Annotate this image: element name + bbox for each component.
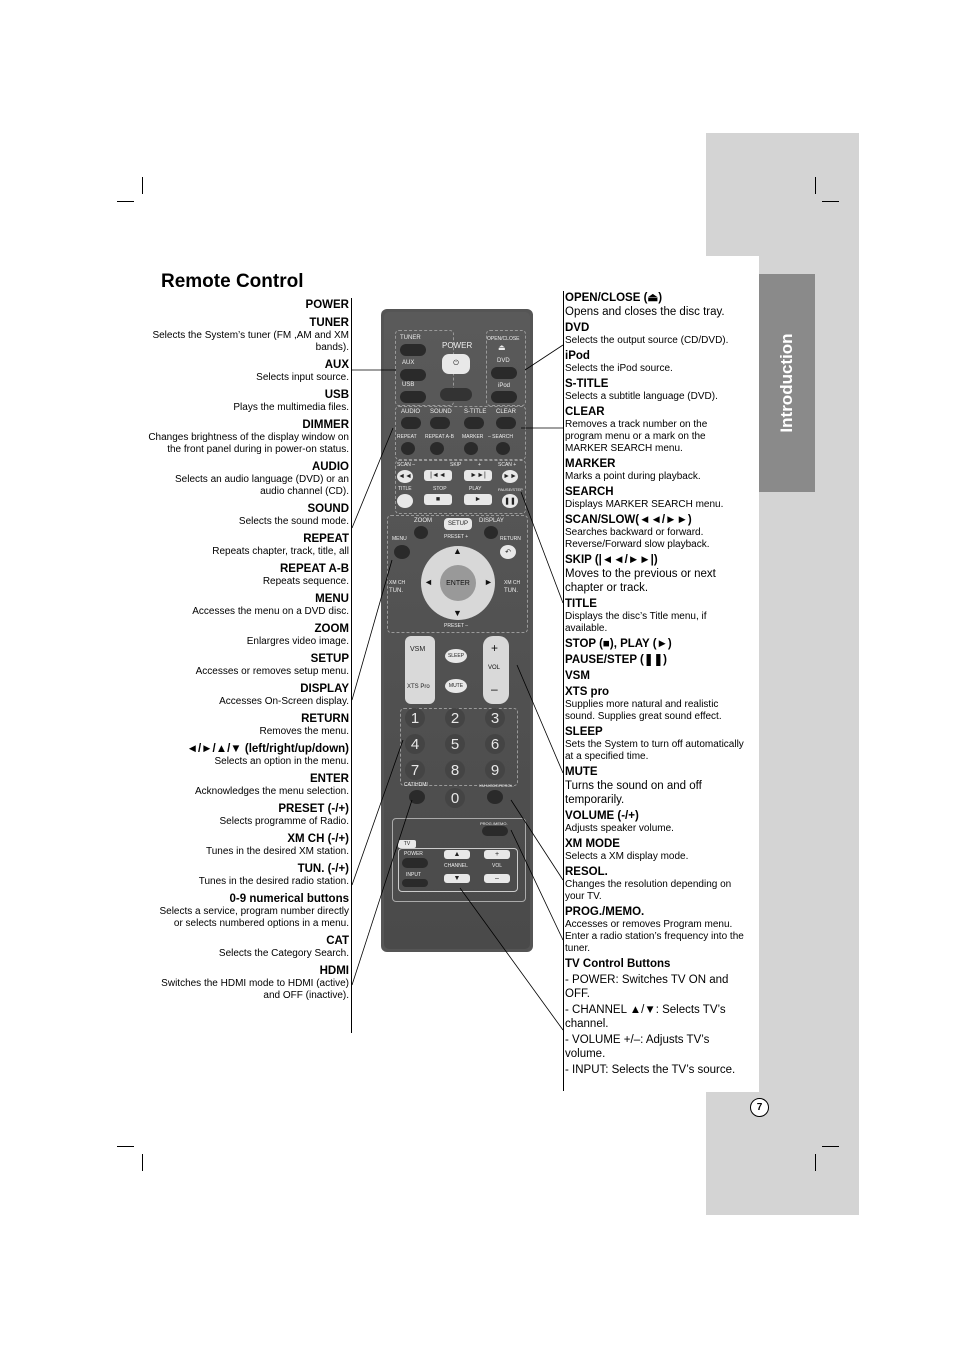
item-label: ZOOM bbox=[314, 623, 349, 635]
left-arrow-icon[interactable]: ◄ bbox=[424, 577, 433, 587]
tv-vol-minus-icon: – bbox=[495, 875, 499, 882]
mute-label: MUTE bbox=[448, 683, 464, 689]
item-label: AUX bbox=[324, 359, 349, 371]
item-label: DISPLAY bbox=[300, 683, 349, 695]
item-description: Turns the sound on and off temporarily. bbox=[565, 780, 702, 806]
vol-label: VOL bbox=[488, 665, 501, 671]
item-description: Selects a XM display mode. bbox=[565, 851, 689, 862]
item-description: Changes the resolution depending on your TV. bbox=[565, 879, 732, 902]
item-description: Marks a point during playback. bbox=[565, 471, 701, 482]
leader-line bbox=[517, 665, 563, 773]
tv-label: TV bbox=[403, 841, 411, 847]
item-label: RETURN bbox=[301, 713, 349, 725]
ipod-label: iPod bbox=[498, 383, 511, 389]
item-description: Repeats sequence. bbox=[262, 576, 349, 587]
item-label: CLEAR bbox=[565, 406, 605, 418]
scan-minus-label: SCAN – bbox=[397, 462, 416, 468]
item-label: XM MODE bbox=[565, 838, 620, 850]
number-button[interactable]: 5 bbox=[445, 734, 465, 754]
number-button-zero[interactable]: 0 bbox=[445, 788, 465, 808]
item-description: Plays the multimedia files. bbox=[233, 402, 349, 413]
eject-icon: ⏏ bbox=[498, 343, 506, 352]
repeat-label: REPEAT bbox=[397, 434, 417, 440]
item-description: Searches backward or forward. Reverse/Forward slow playback. bbox=[565, 527, 710, 550]
play-label: PLAY bbox=[469, 486, 482, 492]
item-label: VSM bbox=[565, 670, 590, 682]
leader-line bbox=[521, 492, 563, 603]
item-label: STOP (■), PLAY (►) bbox=[565, 638, 672, 650]
item-label: TUN. (-/+) bbox=[297, 863, 349, 875]
marker-label: MARKER bbox=[462, 434, 484, 440]
item-description: Accesses On-Screen display. bbox=[219, 696, 349, 707]
item-description: Selects programme of Radio. bbox=[219, 816, 349, 827]
item-description: Supplies more natural and realistic sound. Supplies great sound effect. bbox=[565, 699, 722, 722]
item-label: PAUSE/STEP (❚❚) bbox=[565, 654, 667, 666]
item-label: VOLUME (-/+) bbox=[565, 810, 639, 822]
preset-plus-label: PRESET + bbox=[444, 534, 469, 540]
item-label: PROG./MEMO. bbox=[565, 906, 645, 918]
item-label: 0-9 numerical buttons bbox=[229, 893, 349, 905]
item-label: ENTER bbox=[310, 773, 349, 785]
rewind-icon: ◄◄ bbox=[398, 473, 412, 480]
zoom-label: ZOOM bbox=[414, 518, 432, 524]
scan-plus-label: SCAN + bbox=[498, 462, 517, 468]
leader-line bbox=[460, 888, 563, 1030]
sleep-label: SLEEP bbox=[447, 653, 465, 659]
item-label: TV Control Buttons bbox=[565, 958, 671, 970]
item-label: REPEAT bbox=[303, 533, 349, 545]
number-button[interactable]: 9 bbox=[485, 760, 505, 780]
leader-line bbox=[511, 830, 563, 940]
tv-vol-plus-icon: + bbox=[494, 851, 500, 858]
open-close-label: OPEN/CLOSE bbox=[487, 336, 520, 342]
number-button[interactable]: 6 bbox=[485, 734, 505, 754]
tuner-label: TUNER bbox=[400, 335, 421, 341]
clear-label: CLEAR bbox=[496, 409, 517, 415]
item-label: iPod bbox=[565, 350, 590, 362]
item-description: Opens and closes the disc tray. bbox=[565, 306, 725, 318]
item-label: OPEN/CLOSE (⏏) bbox=[565, 292, 663, 304]
number-button[interactable]: 1 bbox=[405, 708, 425, 728]
item-label: USB bbox=[324, 389, 349, 401]
xm-ch-right-label: XM CH bbox=[504, 580, 521, 586]
cat-hdmi-label: CAT/HDMI bbox=[404, 782, 428, 788]
item-label: SKIP (|◄◄/►►|) bbox=[565, 554, 658, 566]
item-description: Accesses the menu on a DVD disc. bbox=[192, 606, 349, 617]
play-icon: ► bbox=[474, 496, 482, 503]
item-description: Removes a track number on the program menu or a mark on the MARKER SEARCH menu. bbox=[565, 419, 708, 454]
item-description: Switches the HDMI mode to HDMI (active) and OFF (inactive). bbox=[161, 978, 349, 1001]
leader-line bbox=[352, 428, 393, 528]
item-description: Repeats chapter, track, title, all bbox=[212, 546, 349, 557]
skip-label: SKIP bbox=[450, 462, 462, 468]
item-description: Acknowledges the menu selection. bbox=[195, 786, 349, 797]
item-description: Tunes in the desired XM station. bbox=[205, 846, 349, 857]
number-button[interactable]: 7 bbox=[405, 760, 425, 780]
item-label: SETUP bbox=[310, 653, 349, 665]
repeat-ab-label: REPEAT A-B bbox=[425, 434, 454, 440]
pause-step-label: PAUSE/STEP bbox=[498, 487, 523, 492]
xm-mode-resol-label: XM MODE/RESOL. bbox=[479, 783, 514, 788]
item-label: RESOL. bbox=[565, 866, 608, 878]
item-label: CAT bbox=[326, 935, 349, 947]
title-label: TITLE bbox=[398, 486, 412, 492]
page-number: 7 bbox=[750, 1098, 769, 1117]
tun-right-label: TUN. bbox=[504, 588, 518, 594]
item-label: DVD bbox=[565, 322, 590, 334]
item-description: Accesses or removes setup menu. bbox=[195, 666, 349, 677]
item-description: Accesses or removes Program menu. Enter a radio station’s frequency into the tuner. bbox=[565, 919, 744, 954]
up-arrow-icon[interactable]: ▲ bbox=[453, 546, 462, 556]
item-description: Changes brightness of the display window on the front panel during in power-on status. bbox=[148, 432, 349, 455]
item-description: Selects a service, program number directly or selects numbered options in a menu. bbox=[159, 906, 349, 929]
item-label: XTS pro bbox=[565, 686, 610, 698]
channel-label: CHANNEL bbox=[444, 863, 468, 869]
item-description: Selects the System’s tuner (FM ,AM and XM bands). bbox=[152, 330, 349, 353]
return-label: RETURN bbox=[500, 536, 521, 542]
item-label: DIMMER bbox=[302, 419, 349, 431]
item-label: SCAN/SLOW(◄◄/►►) bbox=[565, 514, 692, 526]
item-label: TITLE bbox=[565, 598, 597, 610]
preset-minus-label: PRESET – bbox=[444, 623, 469, 629]
vol-minus-icon[interactable]: – bbox=[491, 682, 498, 696]
item-description: Removes the menu. bbox=[259, 726, 349, 737]
number-button[interactable]: 2 bbox=[445, 708, 465, 728]
item-description: Selects the iPod source. bbox=[565, 363, 673, 374]
tv-power-label: POWER bbox=[404, 851, 423, 857]
item-description: Selects the Category Search. bbox=[218, 948, 349, 959]
item-description: Selects an option in the menu. bbox=[214, 756, 349, 767]
leader-line bbox=[352, 560, 392, 700]
channel-down-icon: ▼ bbox=[453, 875, 461, 882]
skip-plus-label: + bbox=[478, 462, 481, 468]
menu-label: MENU bbox=[392, 536, 407, 542]
stop-label: STOP bbox=[433, 486, 447, 492]
item-description: Displays the disc’s Title menu, if available. bbox=[565, 611, 707, 634]
item-description: Selects an audio language (DVD) or an audio channel (CD). bbox=[175, 474, 349, 497]
item-label: SOUND bbox=[307, 503, 349, 515]
item-label: XM CH (-/+) bbox=[287, 833, 349, 845]
item-label: HDMI bbox=[319, 965, 349, 977]
channel-up-icon: ▲ bbox=[453, 851, 461, 858]
xm-ch-left-label: XM CH bbox=[389, 580, 406, 586]
usb-label: USB bbox=[402, 382, 415, 388]
xts-pro-label[interactable]: XTS Pro bbox=[407, 684, 430, 690]
tv-control-line: - CHANNEL ▲/▼: Selects TV’s channel. bbox=[565, 1004, 726, 1030]
item-description: Tunes in the desired radio station. bbox=[198, 876, 349, 887]
leader-line bbox=[511, 800, 563, 880]
down-arrow-icon[interactable]: ▼ bbox=[453, 608, 462, 618]
item-description: Selects the sound mode. bbox=[238, 516, 349, 527]
skip-prev-icon: |◄◄ bbox=[430, 472, 446, 479]
item-label: TUNER bbox=[309, 317, 349, 329]
display-label: DISPLAY bbox=[479, 518, 504, 524]
item-description: Selects a subtitle language (DVD). bbox=[565, 391, 718, 402]
return-icon: ↶ bbox=[505, 549, 511, 556]
page-title: Remote Control bbox=[161, 271, 304, 292]
stop-icon: ■ bbox=[435, 496, 441, 503]
item-label: SLEEP bbox=[565, 726, 603, 738]
tv-input-label: INPUT bbox=[406, 872, 421, 878]
tv-control-line: - VOLUME +/–: Adjusts TV’s volume. bbox=[565, 1034, 710, 1060]
item-label: PRESET (-/+) bbox=[278, 803, 349, 815]
item-description: Moves to the previous or next chapter or track. bbox=[565, 568, 716, 594]
item-label: POWER bbox=[305, 299, 349, 311]
item-label: S-TITLE bbox=[565, 378, 609, 390]
tun-left-label: TUN. bbox=[389, 588, 403, 594]
item-label: MARKER bbox=[565, 458, 616, 470]
tv-control-line: - INPUT: Selects the TV’s source. bbox=[565, 1064, 736, 1076]
item-label: REPEAT A-B bbox=[280, 563, 349, 575]
leader-line bbox=[525, 345, 563, 370]
item-label: ◄/►/▲/▼ (left/right/up/down) bbox=[186, 743, 349, 755]
vol-plus-icon[interactable]: + bbox=[491, 641, 499, 655]
aux-label: AUX bbox=[402, 360, 415, 366]
prog-memo-label: PROG./MEMO. bbox=[480, 821, 508, 826]
leader-line bbox=[352, 800, 412, 985]
item-label: SEARCH bbox=[565, 486, 614, 498]
dvd-label: DVD bbox=[497, 358, 510, 364]
tv-vol-label: VOL bbox=[492, 863, 503, 869]
item-label: MUTE bbox=[565, 766, 598, 778]
setup-label: SETUP bbox=[447, 521, 468, 527]
vsm-label[interactable]: VSM bbox=[410, 646, 426, 653]
item-description: Selects the output source (CD/DVD). bbox=[565, 335, 729, 346]
search-label: – SEARCH bbox=[488, 434, 514, 440]
sound-label: SOUND bbox=[430, 409, 452, 415]
pause-icon: ❚❚ bbox=[504, 498, 516, 505]
skip-next-icon: ►►| bbox=[470, 472, 486, 479]
item-description: Adjusts speaker volume. bbox=[565, 823, 674, 834]
right-arrow-icon[interactable]: ► bbox=[484, 577, 493, 587]
section-tab-label: Introduction bbox=[777, 333, 796, 433]
item-description: Displays MARKER SEARCH menu. bbox=[565, 499, 724, 510]
item-description: Selects input source. bbox=[256, 372, 349, 383]
item-description: Enlargres video image. bbox=[246, 636, 349, 647]
number-button[interactable]: 8 bbox=[445, 760, 465, 780]
tv-control-line: - POWER: Switches TV ON and OFF. bbox=[565, 974, 729, 1000]
power-label: POWER bbox=[442, 341, 473, 350]
leader-line bbox=[352, 740, 403, 885]
enter-label: ENTER bbox=[446, 579, 470, 587]
item-label: MENU bbox=[315, 593, 349, 605]
s-title-label: S-TITLE bbox=[464, 409, 487, 415]
power-icon: ⏻ bbox=[453, 360, 459, 367]
number-button[interactable]: 3 bbox=[485, 708, 505, 728]
audio-label: AUDIO bbox=[401, 409, 421, 415]
item-description: Sets the System to turn off automatically at a specified time. bbox=[565, 739, 744, 762]
number-button[interactable]: 4 bbox=[405, 734, 425, 754]
item-label: AUDIO bbox=[311, 461, 349, 473]
fast-forward-icon: ►► bbox=[503, 473, 517, 480]
